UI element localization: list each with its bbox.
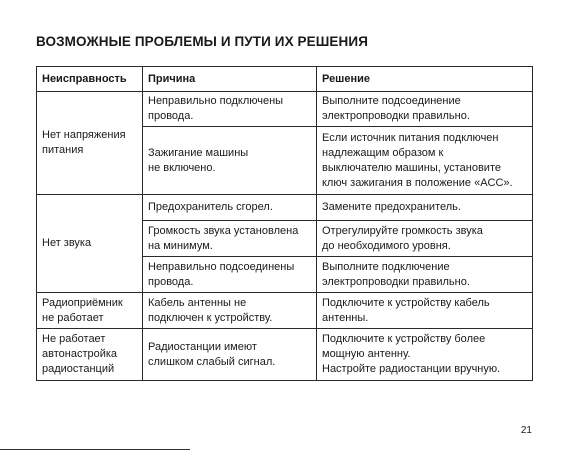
cause-text: Громкость звука установлена на минимум. — [148, 224, 299, 252]
fault-cell — [37, 329, 143, 381]
table-row — [37, 92, 533, 127]
solution-text: Замените предохранитель. — [322, 201, 461, 213]
table-header-row — [37, 67, 533, 92]
fault-cell — [37, 293, 143, 329]
solution-cell — [317, 195, 533, 221]
solution-cell — [317, 221, 533, 257]
header-solution: Решение — [317, 67, 533, 92]
page-title: ВОЗМОЖНЫЕ ПРОБЛЕМЫ И ПУТИ ИХ РЕШЕНИЯ — [36, 34, 368, 49]
table-row — [37, 329, 533, 381]
cause-cell — [143, 293, 317, 329]
solution-cell — [317, 257, 533, 293]
table-row — [37, 293, 533, 329]
cause-cell — [143, 92, 317, 127]
fault-cell — [37, 92, 143, 195]
fault-text: Радиоприёмник не работает — [42, 296, 123, 324]
solution-cell — [317, 127, 533, 195]
solution-cell — [317, 293, 533, 329]
fault-text: Нет звука — [42, 237, 92, 249]
solution-text: Если источник питания подключен надлежащим образом к выключателю машины, установите ключ зажигания в положение «ACC». — [322, 131, 513, 189]
page-number: 21 — [520, 425, 532, 436]
cause-cell — [143, 221, 317, 257]
solution-text: Подключите к устройству более мощную антенну. Настройте радиостанции вручную. — [322, 333, 501, 375]
table-row — [37, 195, 533, 221]
fault-cell — [37, 195, 143, 293]
fault-text: Нет напряжения питания — [42, 129, 126, 156]
troubleshooting-table — [36, 66, 533, 381]
solution-cell — [317, 92, 533, 127]
cause-text: Радиостанции имеют слишком слабый сигнал. — [148, 340, 276, 368]
solution-text: Подключите к устройству кабель антенны. — [322, 296, 490, 324]
solution-text: Отрегулируйте громкость звука до необходимого уровня. — [322, 224, 483, 252]
cause-cell — [143, 257, 317, 293]
header-cause: Причина — [143, 67, 317, 92]
footer-divider — [0, 449, 190, 450]
cause-text: Предохранитель сгорел. — [148, 201, 273, 213]
solution-text: Выполните подключение электропроводки правильно. — [322, 260, 470, 288]
cause-text: Неправильно подключены провода. — [148, 95, 284, 122]
header-fault: Неисправность — [37, 67, 143, 92]
cause-cell — [143, 329, 317, 381]
fault-text: Не работает автонастройка радиостанций — [42, 333, 118, 375]
cause-cell — [143, 195, 317, 221]
cause-text: Неправильно подсоединены провода. — [148, 260, 295, 288]
cause-cell — [143, 127, 317, 195]
cause-text: Кабель антенны не подключен к устройству. — [148, 296, 273, 324]
solution-cell — [317, 329, 533, 381]
cause-text: Зажигание машины не включено. — [148, 146, 249, 174]
solution-text: Выполните подсоединение электропроводки правильно. — [322, 95, 470, 122]
